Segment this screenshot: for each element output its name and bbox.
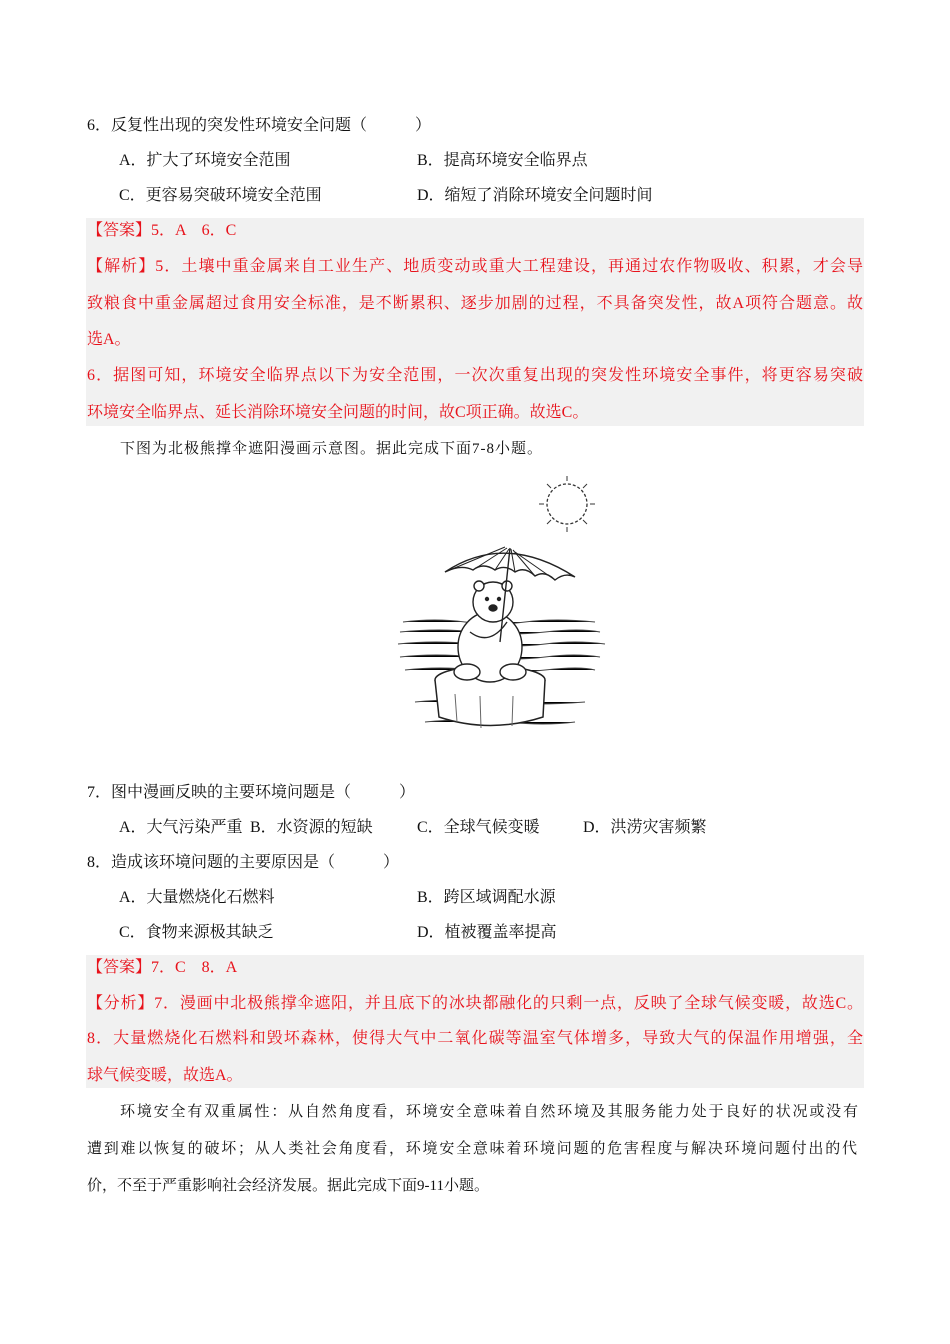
option-a: A．大量燃烧化石燃料 [119, 889, 275, 906]
analysis-line: 【解析】5．土壤中重金属来自工业生产、地质变动或重大工程建设，再通过农作物吸收、积累，才会导 [87, 258, 863, 275]
passage-line: 环境安全有双重属性：从自然角度看，环境安全意味着自然环境及其服务能力处于良好的状况或没有 [120, 1104, 858, 1120]
analysis-line: 选A。 [87, 331, 131, 348]
answer-box [86, 218, 864, 426]
figure-caption: 下图为北极熊撑伞遮阳漫画示意图。据此完成下面7-8小题。 [120, 441, 543, 457]
passage-line: 遭到难以恢复的破坏；从人类社会角度看，环境安全意味着环境问题的危害程度与解决环境问题付出的代 [87, 1141, 857, 1157]
analysis-line: 球气候变暖，故选A。 [87, 1067, 243, 1084]
analysis-line: 环境安全临界点、延长消除环境安全问题的时间，故C项正确。故选C。 [87, 404, 589, 421]
analysis-line: 【分析】7．漫画中北极熊撑伞遮阳，并且底下的冰块都融化的只剩一点，反映了全球气候变暖，故选C。 [87, 995, 863, 1012]
option-c: C．食物来源极其缺乏 [119, 924, 274, 941]
answer-text: 【答案】7．C 8．A [87, 959, 238, 976]
question-stem: 7．图中漫画反映的主要环境问题是（ ） [87, 784, 416, 801]
question-stem: 8．造成该环境问题的主要原因是（ ） [87, 854, 400, 871]
option-c: C．全球气候变暖 [417, 819, 540, 836]
option-b: B．提高环境安全临界点 [417, 152, 588, 169]
option-d: D．植被覆盖率提高 [417, 924, 557, 941]
option-a: A．大气污染严重 [119, 819, 243, 836]
option-b: B．跨区域调配水源 [417, 889, 556, 906]
polar-bear-umbrella-illustration [395, 472, 610, 757]
option-c: C．更容易突破环境安全范围 [119, 187, 322, 204]
polar-bear [454, 581, 526, 682]
answer-text: 【答案】5．A 6．C [87, 222, 237, 239]
analysis-line: 8．大量燃烧化石燃料和毁坏森林，使得大气中二氧化碳等温室气体增多，导致大气的保温作用增强，全 [87, 1030, 863, 1047]
option-a: A．扩大了环境安全范围 [119, 152, 291, 169]
analysis-line: 致粮食中重金属超过食用安全标准，是不断累积、逐步加剧的过程，不具备突发性，故A项符合题意。故 [87, 295, 863, 312]
passage-line: 价，不至于严重影响社会经济发展。据此完成下面9-11小题。 [87, 1178, 489, 1194]
sun-icon [539, 476, 595, 532]
analysis-line: 6．据图可知，环境安全临界点以下为安全范围，一次次重复出现的突发性环境安全事件，将更容易突破 [87, 367, 863, 384]
option-d: D．缩短了消除环境安全问题时间 [417, 187, 653, 204]
option-b: B．水资源的短缺 [250, 819, 373, 836]
option-d: D．洪涝灾害频繁 [583, 819, 707, 836]
question-stem: 6．反复性出现的突发性环境安全问题（ ） [87, 117, 432, 134]
